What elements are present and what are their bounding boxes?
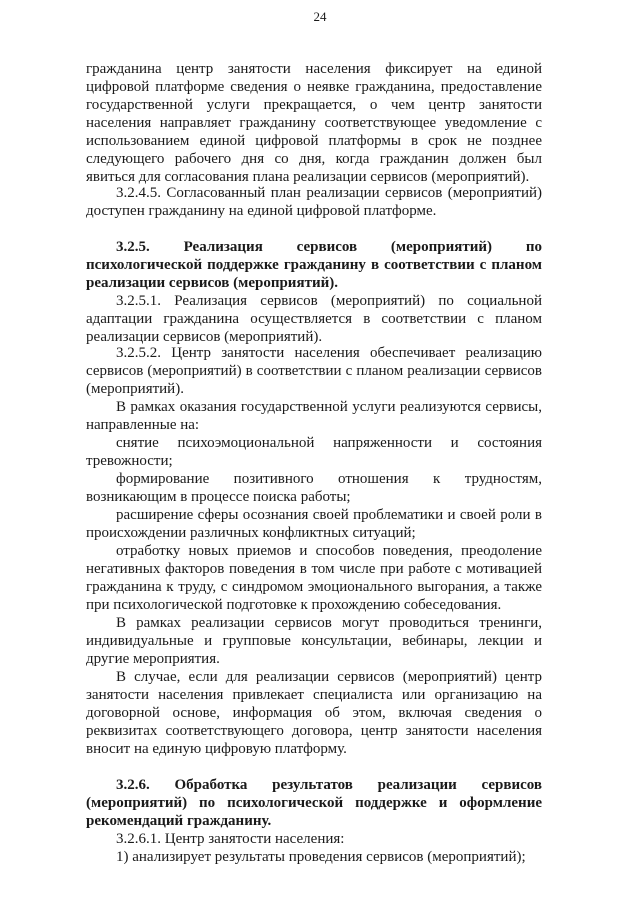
paragraph-line: (мероприятий). <box>86 381 184 397</box>
paragraph-line: вносит на единую цифровую платформу. <box>86 741 347 757</box>
paragraph-line: В случае, если для реализации сервисов (мероприятий) центр <box>116 669 542 685</box>
list-item-line: отработку новых приемов и способов поведения, преодоление <box>116 543 542 559</box>
list-item-line: тревожности; <box>86 453 173 469</box>
paragraph-line: явиться для согласования плана реализации сервисов (мероприятий). <box>86 169 530 185</box>
paragraph-line: договорной основе, информация об этом, включая сведения о <box>86 705 542 721</box>
paragraph-line: В рамках реализации сервисов могут проводиться тренинги, <box>116 615 542 631</box>
list-item-line: происхождении различных конфликтных ситуаций; <box>86 525 416 541</box>
paragraph-line: направленные на: <box>86 417 200 433</box>
paragraph-line: реализации сервисов (мероприятий). <box>86 329 323 345</box>
section-heading-line: психологической поддержке гражданину в соответствии с планом <box>86 257 542 273</box>
paragraph-line: 3.2.6.1. Центр занятости населения: <box>116 831 345 847</box>
paragraph-line: занятости населения привлекает специалиста или организацию на <box>86 687 542 703</box>
paragraph-line: цифровой платформе сведения о неявке гражданина, предоставление <box>86 79 542 95</box>
list-item-line: гражданина к труду, с синдромом эмоционального выгорания, а также <box>86 579 542 595</box>
section-heading-line: 3.2.6. Обработка результатов реализации сервисов <box>116 777 542 793</box>
paragraph-line: государственной услуги прекращается, о чем центр занятости <box>86 97 542 113</box>
paragraph-line: реквизитах соответствующего договора, центр занятости населения <box>86 723 542 739</box>
paragraph-line: доступен гражданину на единой цифровой платформе. <box>86 203 437 219</box>
paragraph-line: 3.2.5.2. Центр занятости населения обеспечивает реализацию <box>116 345 542 361</box>
paragraph-line: населения направляет гражданину соответствующее уведомление с <box>86 115 542 131</box>
list-item-line: расширение сферы осознания своей проблематики и своей роли в <box>116 507 542 523</box>
paragraph-line: 3.2.5.1. Реализация сервисов (мероприятий) по социальной <box>116 293 542 309</box>
section-heading-line: 3.2.5. Реализация сервисов (мероприятий) по <box>116 239 542 255</box>
paragraph-line: В рамках оказания государственной услуги реализуются сервисы, <box>116 399 542 415</box>
section-heading-line: реализации сервисов (мероприятий). <box>86 275 338 291</box>
paragraph-line: другие мероприятия. <box>86 651 220 667</box>
list-item-line: снятие психоэмоциональной напряженности и состояния <box>116 435 542 451</box>
paragraph-line: индивидуальные и групповые консультации, вебинары, лекции и <box>86 633 542 649</box>
list-item-line: формирование позитивного отношения к трудностям, <box>116 471 542 487</box>
list-item-line: негативных факторов поведения в том числе при работе с мотивацией <box>86 561 542 577</box>
list-item-line: возникающим в процессе поиска работы; <box>86 489 351 505</box>
paragraph-line: использованием единой цифровой платформы в срок не позднее <box>86 133 542 149</box>
paragraph-line: гражданина центр занятости населения фиксирует на единой <box>86 61 542 77</box>
paragraph-line: адаптации гражданина осуществляется в соответствии с планом <box>86 311 542 327</box>
paragraph-line: сервисов (мероприятий) в соответствии с планом реализации сервисов <box>86 363 542 379</box>
paragraph-line: 3.2.4.5. Согласованный план реализации сервисов (мероприятий) <box>116 185 542 201</box>
list-item-line: при психологической подготовке к прохождению собеседования. <box>86 597 502 613</box>
section-heading-line: рекомендаций гражданину. <box>86 813 272 829</box>
section-heading-line: (мероприятий) по психологической поддержке и оформление <box>86 795 542 811</box>
paragraph-line: следующего рабочего дня со дня, когда гражданин должен был <box>86 151 542 167</box>
page-number: 24 <box>313 9 327 24</box>
list-item-line: 1) анализирует результаты проведения сервисов (мероприятий); <box>116 849 526 865</box>
